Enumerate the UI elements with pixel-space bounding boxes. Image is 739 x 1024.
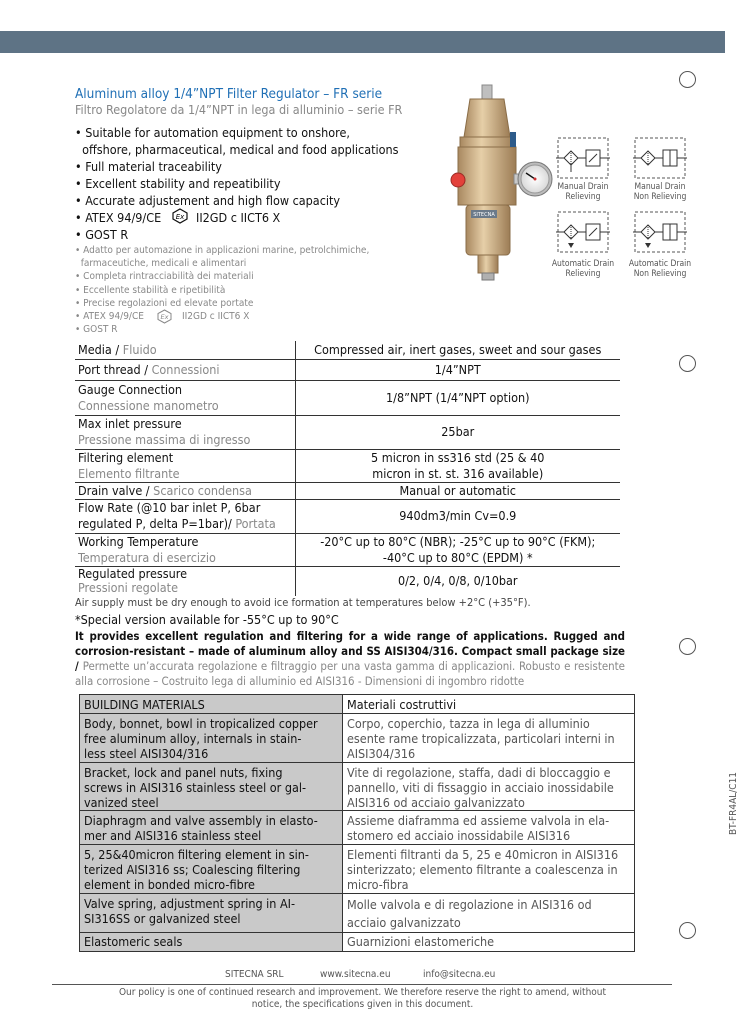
footer-company: SITECNA SRL xyxy=(225,969,284,980)
symbol-caption-1: Manual Drain Relieving xyxy=(557,182,609,202)
top-banner xyxy=(0,31,725,53)
special-version-note: *Special version available for -55°C up to 90°C xyxy=(75,612,339,627)
page-subtitle: Filtro Regolatore da 1/4”NPT in lega di alluminio – serie FR xyxy=(75,102,403,117)
binder-hole-1 xyxy=(679,71,696,88)
feature-en-5: • Accurate adjustement and high flow capacity xyxy=(75,193,341,208)
binder-hole-4 xyxy=(679,922,696,939)
svg-text:Ex: Ex xyxy=(160,313,169,321)
feature-it-4: • Eccellente stabilità e ripetibilità xyxy=(75,285,226,296)
symbol-automatic-drain-relieving-icon xyxy=(556,210,610,254)
binder-hole-2 xyxy=(679,355,696,372)
footer-divider xyxy=(52,984,672,985)
symbol-caption-3: Automatic Drain Relieving xyxy=(551,259,615,279)
feature-en-7: • GOST R xyxy=(75,227,129,242)
spec-row: Drain valve / Scarico condensa Manual or automatic xyxy=(75,482,620,499)
spec-row: Port thread / Connessioni 1/4”NPT xyxy=(75,359,620,380)
ex-hexagon-icon xyxy=(157,309,172,324)
spec-row: Media / Fluido Compressed air, inert gases, sweet and sour gases xyxy=(75,341,620,359)
feature-it-2: farmaceutiche, medicali e alimentari xyxy=(75,258,247,269)
spec-row: Working Temperature Temperatura di esercizio -20°C up to 80°C (NBR); -25°C up to 90°C (FKM); -40°C up to 80°C (EPDM) * xyxy=(75,533,620,566)
feature-it-6: • ATEX 94/9/CE xyxy=(75,311,144,322)
spec-row: Gauge Connection Connessione manometro 1/8”NPT (1/4”NPT option) xyxy=(75,380,620,415)
symbol-caption-2: Manual Drain Non Relieving xyxy=(633,182,687,202)
feature-it-7: • GOST R xyxy=(75,324,118,335)
materials-row: Elastomeric seals Guarnizioni elastomeriche xyxy=(80,933,635,952)
materials-row: Valve spring, adjustment spring in AI- SI316SS or galvanized steel Molle valvola e di regolazione in AISI316 od acciaio galvanizzato xyxy=(80,894,635,933)
spec-row: Max inlet pressure Pressione massima di ingresso 25bar xyxy=(75,415,620,449)
description-paragraph: It provides excellent regulation and filtering for a wide range of applications. Rugged and corrosion-resistant – made of aluminum alloy and SS AISI304/316. Compact small package size / Permette un’accurata regolazione e filtraggio per una vasta gamma di applicazioni. Robusto e resistente alla corrosione – Costruito lega di alluminio ed AISI316 - Dimensioni di ingombro ridotte xyxy=(75,629,625,688)
symbol-manual-drain-relieving-icon xyxy=(556,136,610,180)
feature-it-1: • Adatto per automazione in applicazioni marine, petrolchimiche, xyxy=(75,245,370,256)
materials-row: Bracket, lock and panel nuts, fixing screws in AISI316 stainless steel or gal- vanized steel Vite di regolazione, staffa, dadi di bloccaggio e pannello, viti di fissaggio in acciaio inossidabile AISI316 od acciaio galvanizzato xyxy=(80,763,635,811)
spec-row: Filtering element Elemento filtrante 5 micron in ss316 std (25 & 40 micron in st. st. 316 available) xyxy=(75,449,620,482)
product-brand-label: SITECNA xyxy=(473,212,495,218)
symbol-caption-4: Automatic Drain Non Relieving xyxy=(628,259,692,279)
materials-row: Diaphragm and valve assembly in elasto- mer and AISI316 stainless steel Assieme diaframma ed assieme valvola in ela- stomero ed acciaio inossidabile AISI316 xyxy=(80,811,635,845)
specifications-table xyxy=(75,341,620,596)
footer-disclaimer: Our policy is one of continued research and improvement. We therefore reserve the right to amend, without notice, the specifications given in this document. xyxy=(118,987,607,1010)
symbol-automatic-drain-non-relieving-icon xyxy=(633,210,687,254)
materials-header-row: BUILDING MATERIALS Materiali costruttivi xyxy=(80,695,635,714)
svg-text:Ex: Ex xyxy=(175,213,185,221)
feature-it-3: • Completa rintracciabilità dei materiali xyxy=(75,271,254,282)
feature-it-5: • Precise regolazioni ed elevate portate xyxy=(75,298,254,309)
page-title: Aluminum alloy 1/4”NPT Filter Regulator – FR serie xyxy=(75,86,383,102)
footer-email-link[interactable]: info@sitecna.eu xyxy=(423,969,496,980)
symbol-manual-drain-non-relieving-icon xyxy=(633,136,687,180)
binder-hole-3 xyxy=(679,638,696,655)
spec-row: Regulated pressure Pressioni regolate 0/2, 0/4, 0/8, 0/10bar xyxy=(75,566,620,596)
feature-en-3: • Full material traceability xyxy=(75,159,222,174)
feature-en-2: offshore, pharmaceutical, medical and food applications xyxy=(75,142,399,157)
document-code: BT-FR4AL/C11 xyxy=(728,771,739,836)
air-supply-note: Air supply must be dry enough to avoid ice formation at temperatures below +2°C (+35°F). xyxy=(75,596,531,609)
feature-en-atex-code: II2GD c IICT6 X xyxy=(196,210,281,225)
footer-website-link[interactable]: www.sitecna.eu xyxy=(320,969,391,980)
building-materials-table xyxy=(79,694,635,952)
feature-it-atex-code: II2GD c IICT6 X xyxy=(182,311,250,322)
materials-row: 5, 25&40micron filtering element in sin- terized AISI316 ss; Coalescing filtering element in bonded micro-fibre Elementi filtranti da 5, 25 e 40micron in AISI316 sinterizzato; elemento filtrante a coalescenza in micro-fibra xyxy=(80,845,635,894)
feature-en-4: • Excellent stability and repeatibility xyxy=(75,176,281,191)
filter-regulator-product-image xyxy=(440,82,555,282)
feature-en-1: • Suitable for automation equipment to onshore, xyxy=(75,125,350,140)
ex-hexagon-icon xyxy=(172,208,188,224)
spec-row: Flow Rate (@10 bar inlet P, 6bar regulated P, delta P=1bar)/ Portata 940dm3/min Cv=0.9 xyxy=(75,499,620,533)
materials-row: Body, bonnet, bowl in tropicalized copper free aluminum alloy, internals in stain- less steel AISI304/316 Corpo, coperchio, tazza in lega di alluminio esente rame tropicalizzata, particolari interni in AISI304/316 xyxy=(80,714,635,763)
feature-en-6: • ATEX 94/9/CE xyxy=(75,210,162,225)
